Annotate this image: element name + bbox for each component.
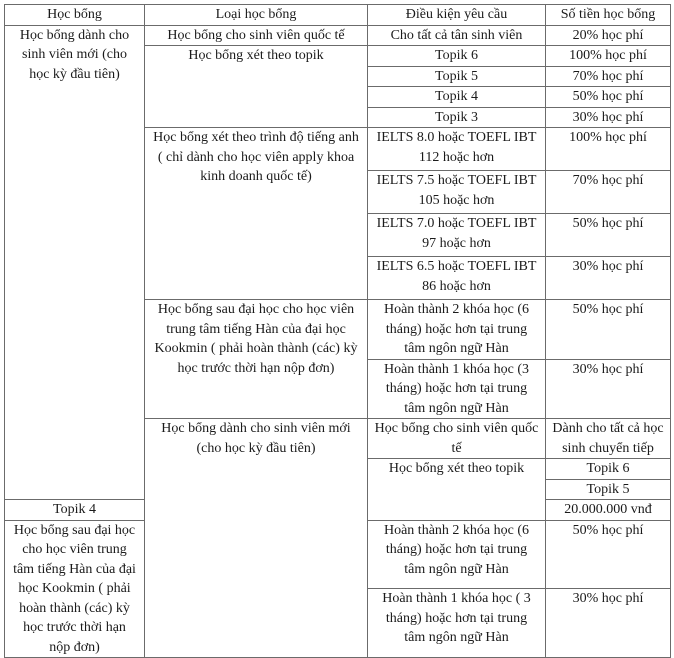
section1-english-type: Học bổng xét theo trình độ tiếng anh ( chỉ dành cho học viên apply khoa kinh doanh quốc tế) bbox=[145, 128, 368, 300]
section1-group-label: Học bổng dành cho sinh viên mới (cho học kỳ đầu tiên) bbox=[5, 25, 145, 500]
section1-postgrad-amount: 50% học phí bbox=[546, 300, 671, 360]
section2-postgrad-cond: Hoàn thành 1 khóa học ( 3 tháng) hoặc hơn tại trung tâm ngôn ngữ Hàn bbox=[368, 589, 546, 658]
section2-topik-amount: 20.000.000 vnđ bbox=[546, 500, 671, 521]
header-requirements: Điều kiện yêu cầu bbox=[368, 5, 546, 26]
section1-topik-cond: Topik 3 bbox=[368, 107, 546, 128]
section1-postgrad-cond: Hoàn thành 2 khóa học (6 tháng) hoặc hơn tại trung tâm ngôn ngữ Hàn bbox=[368, 300, 546, 360]
section1-topik-amount: 70% học phí bbox=[546, 66, 671, 87]
section1-english-cond: IELTS 7.5 hoặc TOEFL IBT 105 hoặc hơn bbox=[368, 171, 546, 214]
section1-intl-type: Học bổng cho sinh viên quốc tế bbox=[145, 25, 368, 46]
section1-postgrad-cond: Hoàn thành 1 khóa học (3 tháng) hoặc hơn tại trung tâm ngôn ngữ Hàn bbox=[368, 359, 546, 419]
scholarship-table bbox=[4, 4, 671, 658]
section2-postgrad-cond: Hoàn thành 2 khóa học (6 tháng) hoặc hơn tại trung tâm ngôn ngữ Hàn bbox=[368, 520, 546, 589]
section2-postgrad-amount: 50% học phí bbox=[546, 520, 671, 589]
section1-english-cond: IELTS 8.0 hoặc TOEFL IBT 112 hoặc hơn bbox=[368, 128, 546, 171]
section1-topik-amount: 50% học phí bbox=[546, 87, 671, 108]
section2-group-label: Học bổng dành cho sinh viên mới (cho học kỳ đầu tiên) bbox=[145, 419, 368, 658]
header-amount: Số tiền học bổng bbox=[546, 5, 671, 26]
header-scholarship: Học bổng bbox=[5, 5, 145, 26]
section2-topik-cond: Topik 6 bbox=[546, 459, 671, 480]
section1-topik-cond: Topik 5 bbox=[368, 66, 546, 87]
section1-intl-amount: 20% học phí bbox=[546, 25, 671, 46]
section1-topik-cond: Topik 4 bbox=[368, 87, 546, 108]
section2-intl-cond: Dành cho tất cả học sinh chuyển tiếp bbox=[546, 419, 671, 459]
section2-intl-type: Học bổng cho sinh viên quốc tế bbox=[368, 419, 546, 459]
section2-topik-type: Học bổng xét theo topik bbox=[368, 459, 546, 521]
section1-intl-cond: Cho tất cả tân sinh viên bbox=[368, 25, 546, 46]
section1-topik-type: Học bổng xét theo topik bbox=[145, 46, 368, 128]
section1-topik-amount: 30% học phí bbox=[546, 107, 671, 128]
section2-topik-cond: Topik 5 bbox=[546, 479, 671, 500]
section1-english-amount: 30% học phí bbox=[546, 257, 671, 300]
table-header-row bbox=[5, 5, 671, 26]
section1-english-cond: IELTS 6.5 hoặc TOEFL IBT 86 hoặc hơn bbox=[368, 257, 546, 300]
section1-english-amount: 70% học phí bbox=[546, 171, 671, 214]
section1-topik-amount: 100% học phí bbox=[546, 46, 671, 67]
section1-postgrad-type: Học bổng sau đại học cho học viên trung tâm tiếng Hàn của đại học Kookmin ( phải hoàn thành (các) kỳ học trước thời hạn nộp đơn) bbox=[145, 300, 368, 419]
table-row bbox=[5, 25, 671, 46]
section1-english-amount: 100% học phí bbox=[546, 128, 671, 171]
section1-english-amount: 50% học phí bbox=[546, 214, 671, 257]
section2-postgrad-type: Học bổng sau đại học cho học viên trung tâm tiếng Hàn của đại học Kookmin ( phải hoàn thành (các) kỳ học trước thời hạn nộp đơn) bbox=[5, 520, 145, 658]
section1-english-cond: IELTS 7.0 hoặc TOEFL IBT 97 hoặc hơn bbox=[368, 214, 546, 257]
section2-postgrad-amount: 30% học phí bbox=[546, 589, 671, 658]
header-scholarship-type: Loại học bổng bbox=[145, 5, 368, 26]
section2-topik-cond: Topik 4 bbox=[5, 500, 145, 521]
section1-postgrad-amount: 30% học phí bbox=[546, 359, 671, 419]
section1-topik-cond: Topik 6 bbox=[368, 46, 546, 67]
